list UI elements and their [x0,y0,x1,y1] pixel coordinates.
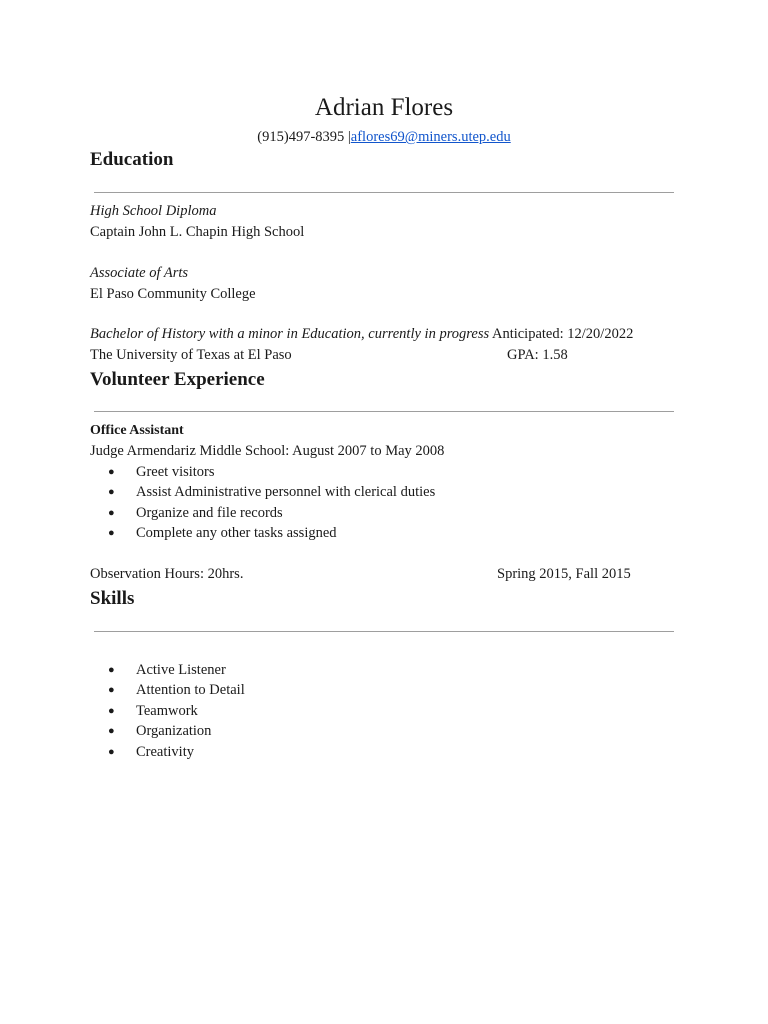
bullet-icon: ● [108,486,115,499]
list-item: ● Teamwork [108,701,245,721]
volunteer-org: Judge Armendariz Middle School: August 2007 to May 2008 [90,443,445,459]
list-item: ● Complete any other tasks assigned [108,523,435,543]
section-divider [94,411,674,412]
email-link[interactable]: aflores69@miners.utep.edu [350,129,511,145]
education-heading: Education [90,149,174,170]
bullet-icon: ● [108,704,115,717]
school-hs: Captain John L. Chapin High School [90,224,305,240]
volunteer-heading: Volunteer Experience [90,369,265,390]
anticipated-date: Anticipated: 12/20/2022 [491,326,634,342]
contact-line [0,127,768,147]
skills-heading: Skills [90,588,135,609]
bullet-icon: ● [108,506,115,519]
list-item: ● Organize and file records [108,503,435,523]
volunteer-role: Office Assistant [90,423,184,438]
degree-aa: Associate of Arts [90,265,189,281]
phone-number: (915)497-8395 | [257,129,351,145]
list-item: ● Organization [108,721,245,741]
bullet-icon: ● [108,684,115,697]
list-item: ● Greet visitors [108,462,435,482]
list-item: ● Creativity [108,742,245,762]
list-item: ● Attention to Detail [108,680,245,700]
degree-hs: High School Diploma [90,203,217,219]
school-aa: El Paso Community College [90,286,256,302]
bullet-icon: ● [108,664,115,676]
observation-dates: Spring 2015, Fall 2015 [497,566,631,582]
degree-ba: Bachelor of History with a minor in Education, currently in progress [90,326,490,342]
bullet-icon: ● [108,527,115,540]
observation-hours: Observation Hours: 20hrs. [90,566,244,582]
section-divider [94,631,674,632]
school-ba: The University of Texas at El Paso [90,347,292,363]
skills-list [108,660,245,762]
duties-list [108,462,435,544]
section-divider [94,192,674,193]
bullet-icon: ● [108,725,115,738]
degree-ba-line [90,324,633,344]
candidate-name: Adrian Flores [314,94,454,121]
bullet-icon: ● [108,745,115,758]
list-item: ● Assist Administrative personnel with clerical duties [108,482,435,502]
gpa: GPA: 1.58 [507,347,568,363]
list-item: ● Active Listener [108,660,245,680]
bullet-icon: ● [108,466,115,478]
